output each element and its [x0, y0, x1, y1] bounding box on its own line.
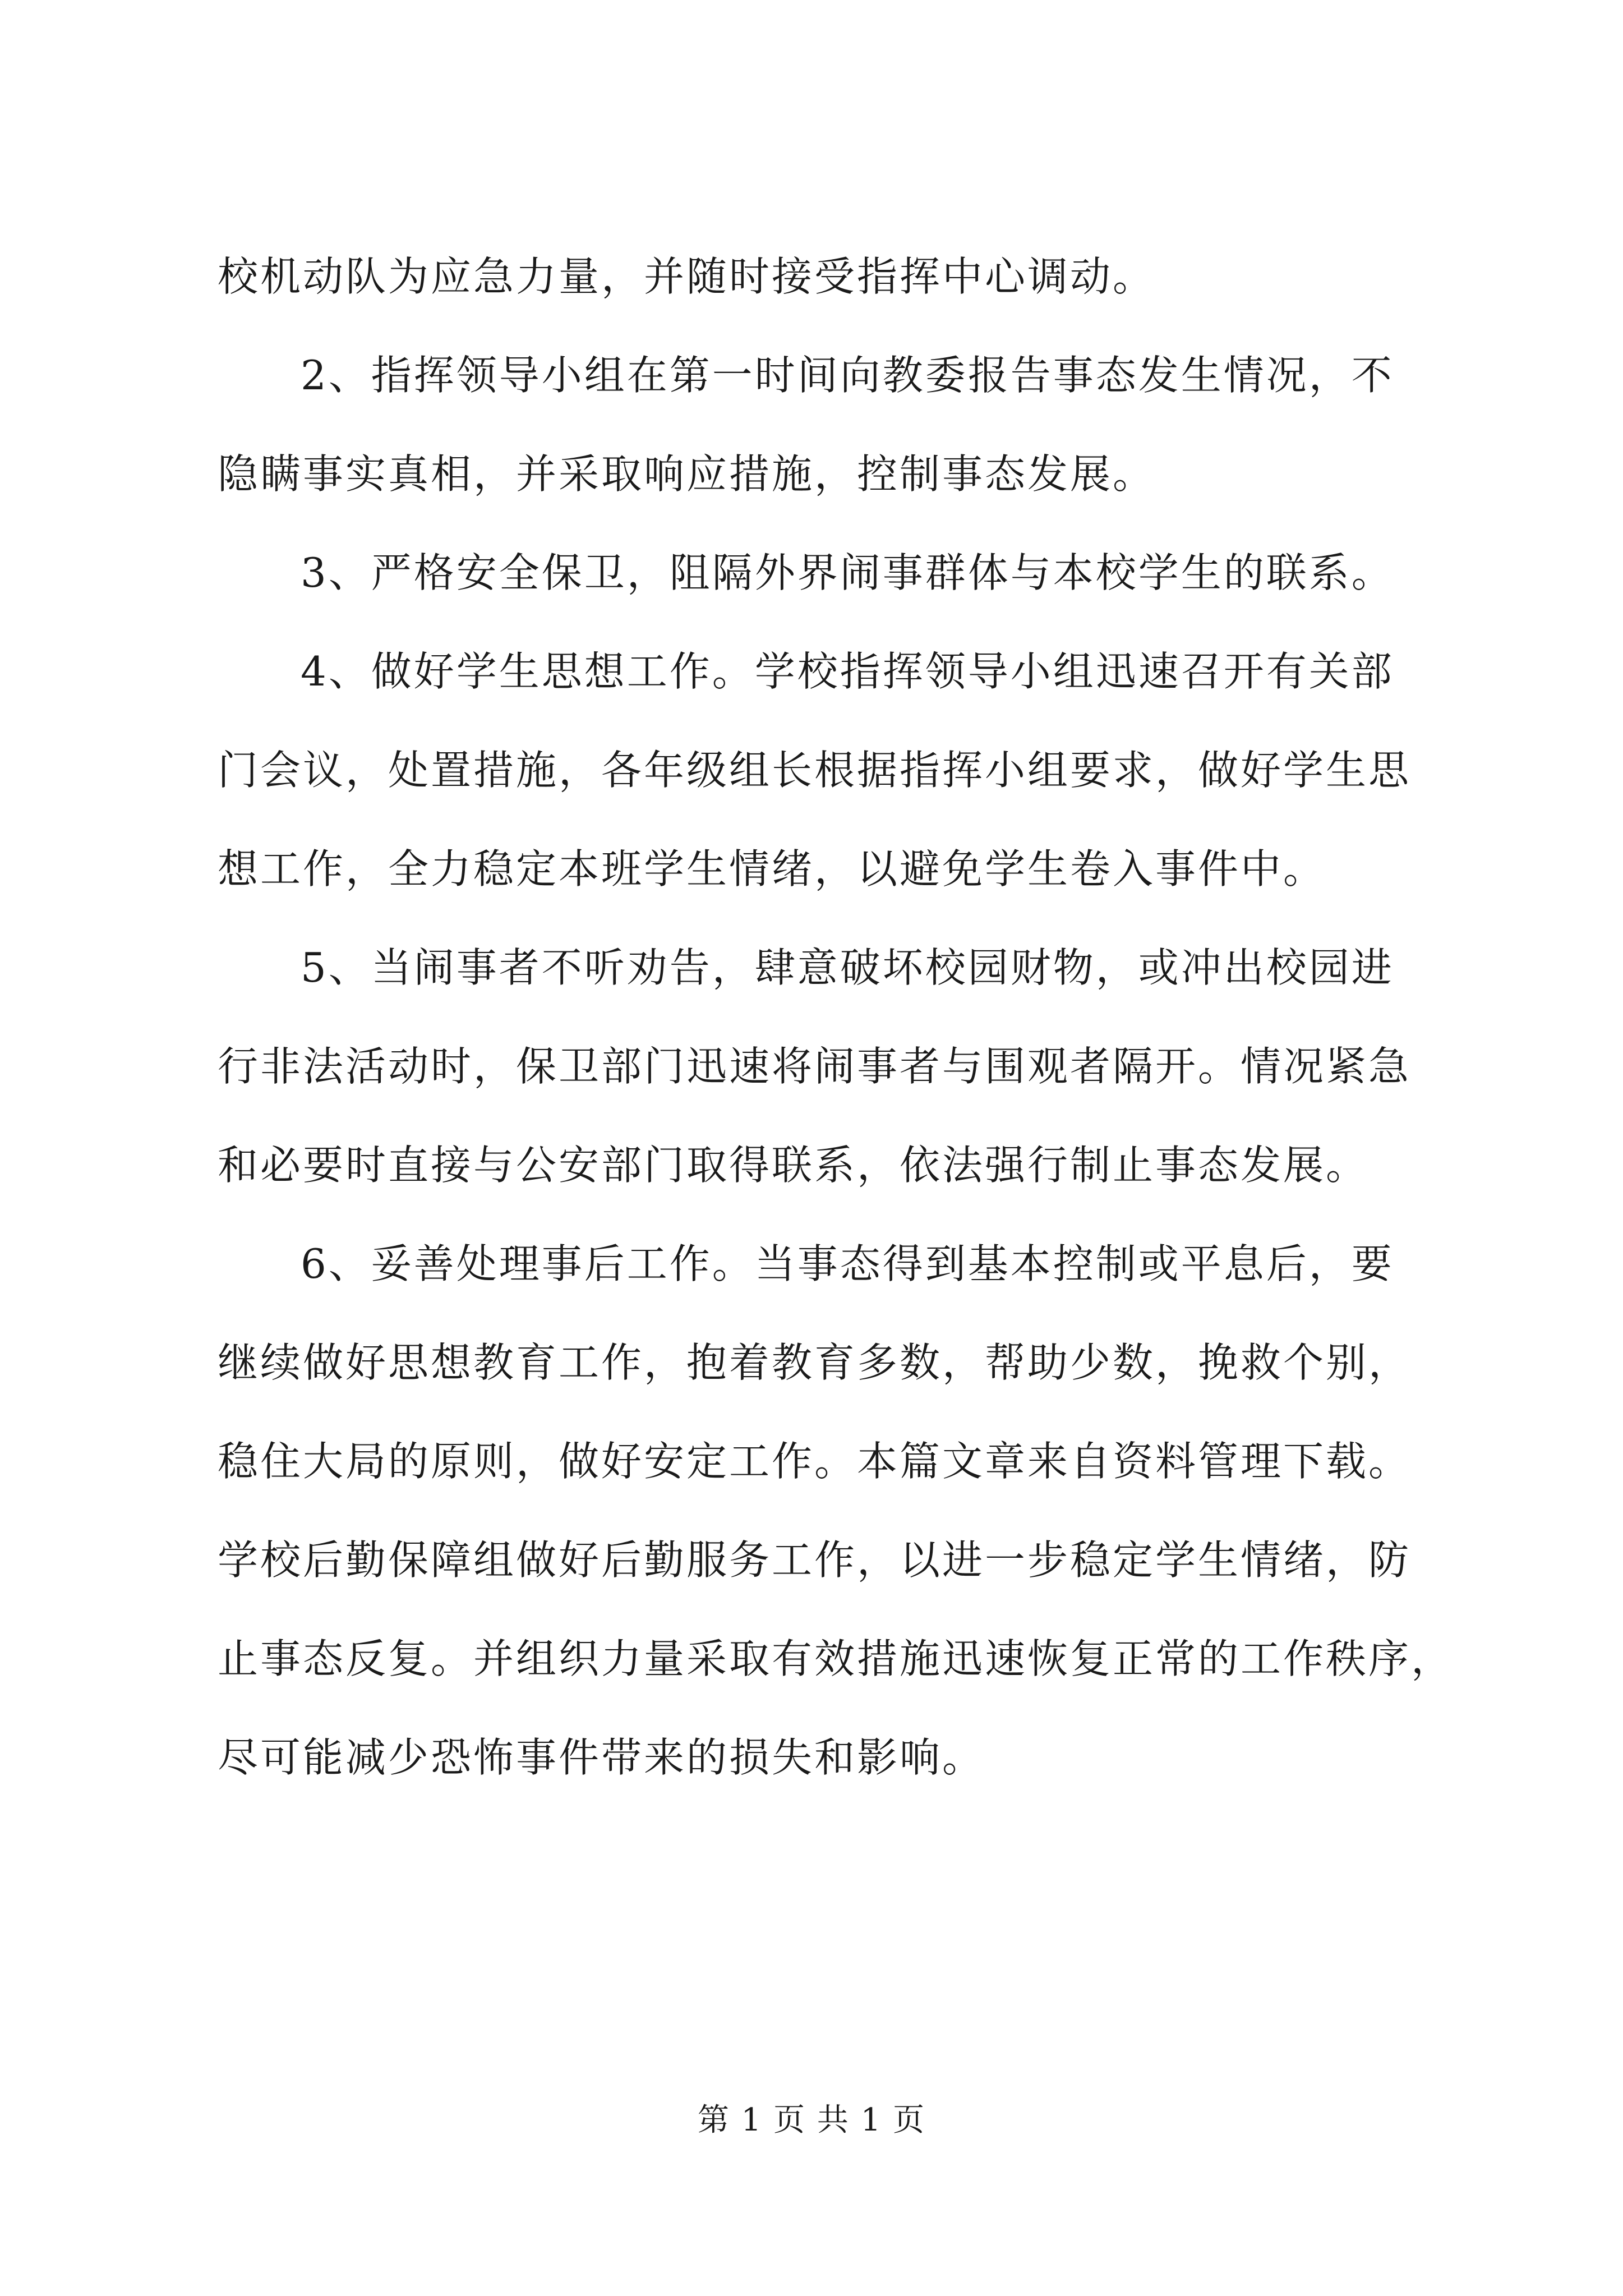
page-footer: 第 1 页 共 1 页 [697, 2102, 926, 2138]
text-line: 2、指挥领导小组在第一时间向教委报告事态发生情况，不 [301, 352, 1394, 399]
text-line: 校机动队为应急力量，并随时接受指挥中心调动。 [218, 253, 1156, 300]
text-line: 门会议，处置措施，各年级组长根据指挥小组要求，做好学生思 [218, 747, 1412, 794]
text-line: 6、妥善处理事后工作。当事态得到基本控制或平息后，要 [301, 1240, 1394, 1287]
text-line: 想工作，全力稳定本班学生情绪，以避免学生卷入事件中。 [218, 845, 1326, 892]
text-line: 止事态反复。并组织力量采取有效措施迅速恢复正常的工作秩序， [218, 1635, 1454, 1682]
text-line: 5、当闹事者不听劝告，肆意破坏校园财物，或冲出校园进 [301, 944, 1394, 991]
text-line: 和必要时直接与公安部门取得联系，依法强行制止事态发展。 [218, 1142, 1369, 1189]
text-line: 3、严格安全保卫，阻隔外界闹事群体与本校学生的联系。 [301, 549, 1394, 596]
text-line: 稳住大局的原则，做好安定工作。本篇文章来自资料管理下载。 [218, 1438, 1412, 1485]
text-line: 行非法活动时，保卫部门迅速将闹事者与围观者隔开。情况紧急 [218, 1043, 1412, 1090]
text-line: 4、做好学生思想工作。学校指挥领导小组迅速召开有关部 [301, 648, 1394, 695]
text-line: 继续做好思想教育工作，抱着教育多数，帮助少数，挽救个别， [218, 1339, 1412, 1386]
text-line: 隐瞒事实真相，并采取响应措施，控制事态发展。 [218, 450, 1156, 498]
text-line: 尽可能减少恐怖事件带来的损失和影响。 [218, 1734, 985, 1781]
text-line: 学校后勤保障组做好后勤服务工作，以进一步稳定学生情绪，防 [218, 1536, 1412, 1584]
body-text [218, 227, 1454, 1807]
